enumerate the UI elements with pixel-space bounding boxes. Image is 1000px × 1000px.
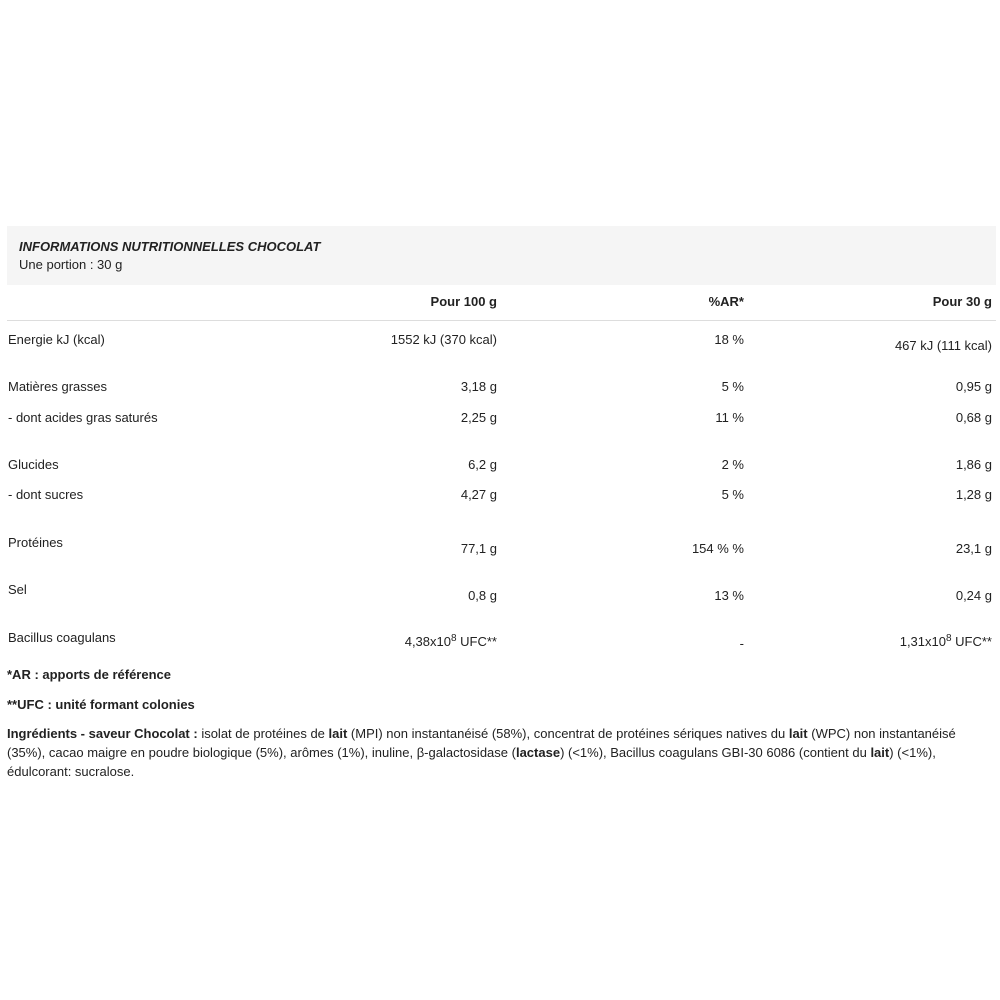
col-per30-header: Pour 30 g [932,294,992,309]
footnote-ar: *AR : apports de référence [7,667,171,682]
nutrition-panel [7,226,996,285]
col-per100-header: Pour 100 g [430,294,497,309]
ingredients-part: (MPI) non instantanéisé (58%), concentrat de protéines sériques natives du [347,726,789,741]
row-label: Glucides [8,457,59,472]
row-per30: 0,95 g [955,379,992,394]
row-per100: 6,2 g [468,457,497,472]
row-per30: 0,24 g [955,588,992,603]
row-per100: 1552 kJ (370 kcal) [390,332,497,347]
row-per30: 1,28 g [955,487,992,502]
ingredients-part: isolat de protéines de [197,726,329,741]
row-per100: 3,18 g [460,379,497,394]
row-ar: 11 % [715,410,744,425]
row-ar: 2 % [721,457,744,472]
row-label: Bacillus coagulans [8,630,116,645]
table-title: INFORMATIONS NUTRITIONNELLES CHOCOLAT [19,239,321,254]
row-ar: 154 % % [691,541,744,556]
allergen: lait [788,726,808,741]
row-label: Matières grasses [8,379,107,394]
row-label: Protéines [8,535,63,550]
row-per30: 467 kJ (111 kcal) [894,338,992,353]
allergen: lait [328,726,348,741]
row-label: - dont sucres [8,487,84,502]
row-ar: 5 % [721,487,744,502]
value-base: 1,31x10 [899,634,946,649]
value-base: 4,38x10 [404,634,451,649]
row-per30: 1,86 g [955,457,992,472]
row-per30: 23,1 g [955,541,992,556]
row-ar: 18 % [714,332,744,347]
row-per100: 0,8 g [468,588,497,603]
row-ar: - [739,636,744,651]
row-per30 [900,634,992,649]
row-per100: 4,27 g [460,487,497,502]
row-per30: 0,68 g [955,410,992,425]
value-exponent: 8 [945,633,952,644]
portion-size: Une portion : 30 g [19,257,123,272]
row-per100 [405,634,497,649]
ingredients-part: ) (<1%), Bacillus coagulans GBI-30 6086 (contient du [560,745,871,760]
ingredients-heading: Ingrédients - saveur Chocolat : [7,726,198,741]
header-divider [7,320,996,321]
ingredients-text [7,724,996,781]
value-unit: UFC** [456,634,497,649]
row-label: - dont acides gras saturés [8,410,158,425]
ingredients-part: ) (<1%), édulcorant: sucralose. [7,745,936,779]
row-label: Sel [8,582,27,597]
allergen: lait [870,745,890,760]
allergen: lactase [515,745,561,760]
value-exponent: 8 [450,633,457,644]
table-header-box [7,226,996,285]
row-ar: 5 % [721,379,744,394]
ingredients-part: (WPC) non instantanéisé (35%), cacao maigre en poudre biologique (5%), arômes (1%), inuline, β-galactosidase ( [7,726,956,760]
value-unit: UFC** [951,634,992,649]
row-label: Energie kJ (kcal) [8,332,105,347]
row-per100: 77,1 g [460,541,497,556]
row-ar: 13 % [714,588,744,603]
col-ar-header: %AR* [708,294,744,309]
row-per100: 2,25 g [460,410,497,425]
footnote-ufc: **UFC : unité formant colonies [7,697,195,712]
